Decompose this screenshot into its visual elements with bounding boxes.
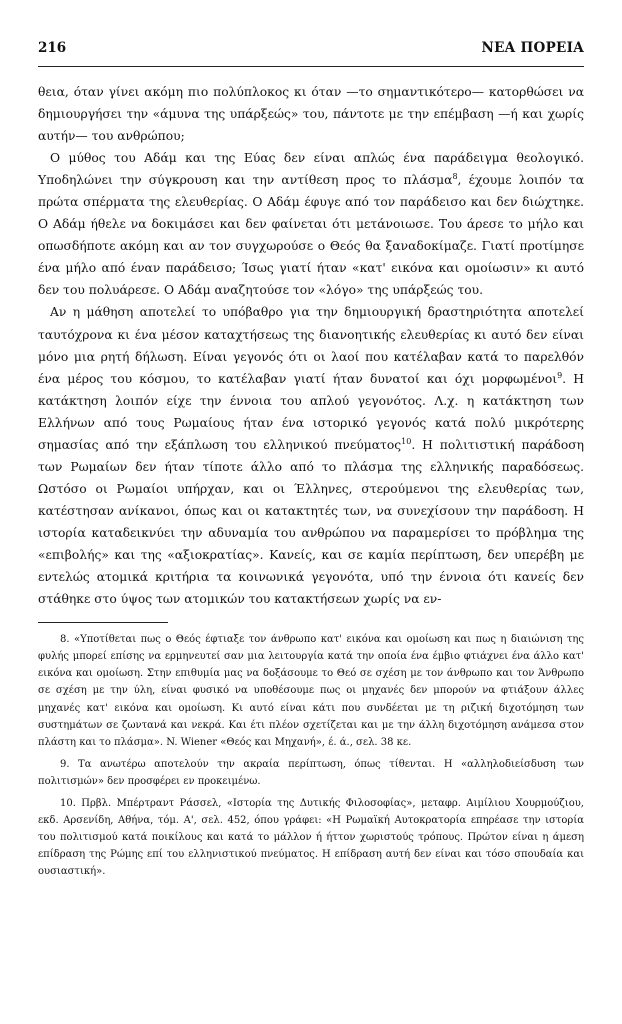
footnote: 9. Τα ανωτέρω αποτελούν την ακραία περίπτωση, όπως τίθενται. Η «αλληλοδιείσδυση των πολιτισμών» δεν προσφέρει εν προκειμένω. — [38, 758, 584, 787]
paragraph: Αν η μάθηση αποτελεί το υπόβαθρο για την δημιουργική δραστηριότητα αποτελεί ταυτόχρονα κι ένα μέσον καταχτήσεως της διανοητικής ελευθερίας κι αυτό δεν είναι μόνο μια ρητή δήλωση. Είναι γεγονός ότι οι λαοί που κατέλαβαν κατά το παρελθόν ένα μέρος του κόσμου, το κατέλαβαν γιατί ήταν δυνατοί και όχι μορφωμένοι$^9$. Η κατάκτηση λοιπόν είχε την έννοια του απλού γεγονότος. Λ.χ. η κατάκτηση των Ελλήνων από τους Ρωμαίους ήταν ένα ιστορικό γεγονός κατά πολύ μικρότερης σημασίας από την εξάπλωση του ελληνικού πνεύματος$^{10}$. Η πολιτιστική παράδοση των Ρωμαίων δεν ήταν τίποτε άλλο από το πλάσμα της ελληνικής παραδόσεως. Ωστόσο οι Ρωμαίοι υπήρχαν, και οι Έλληνες, στερούμενοι της ελευθερίας των, κατέστησαν ανίκανοι, όπως και οι κατακτητές των, να συνεχίσουν την παράδοση. Η ιστορία καταδεικνύει την αδυναμία του ανθρώπου να παραμερίσει το πρόβλημα της «επιβολής» και της «αξιοκρατίας». Κανείς, και σε καμία περίπτωση, δεν υπερέβη με εντελώς ατομικά κριτήρια τα κοινωνικά γεγονότα, υπό την έννοια ότι κανείς δεν στάθηκε στο ύψος των ατομικών του κατακτήσεων χωρίς να εν- — [38, 305, 585, 607]
footnote: 8. «Υποτίθεται πως ο Θεός έφτιαξε τον άνθρωπο κατ' εικόνα και ομοίωση και πως η διαιώνιση της φυλής μπορεί επίσης να ερμηνευτεί σαν μια λειτουργία κατά την οποία ένα έμβιο φτιάχνει ένα άλλο κατ' εικόνα και ομοίωση. Στην επιθυμία μας να δοξάσουμε το Θεό σε σχέση με τον άνθρωπο και τον Άνθρωπο σε σχέση με την ύλη, είναι φυσικό να υποθέσουμε πως οι μηχανές δεν μπορούν να φτιάξουν άλλες μηχανές κατ' εικόνα και ομοίωση. Κι αυτό είναι κάτι που συνδέεται με τη ριζική διχοτόμηση των συστημάτων σε ζωντανά και νεκρά. Και έτι πλέον σχετίζεται και με την άλλη διχοτόμηση ανάμεσα στον πλάστη και το πλάσμα». N. Wiener «Θεός και Μηχανή», έ. ά., σελ. 38 κε. — [38, 634, 584, 748]
page-number: 216 — [38, 40, 67, 56]
footnote-separator — [38, 622, 168, 623]
footnote-ref: 9 — [557, 370, 563, 380]
header-rule — [38, 66, 584, 67]
journal-title: ΝΕΑ ΠΟΡΕΙΑ — [481, 40, 584, 56]
paragraph: Ο μύθος του Αδάμ και της Εύας δεν είναι απλώς ένα παράδειγμα θεολογικό. Υποδηλώνει την σύγκρουση και την αντίθεση προς το πλάσμα$^8$, έχουμε λοιπόν τα πρώτα σπέρματα της ελευθερίας. Ο Αδάμ έφυγε από τον παράδεισο και δεν διώχτηκε. Ο Αδάμ ήθελε να δοκιμάσει και δεν φαίνεται ότι μετάνοιωσε. Του άρεσε το μήλο και οπωσδήποτε ακόμη και αν τον συγχωρούσε ο Θεός θα ξαναδοκίμαζε. Γιατί προτίμησε ένα μήλο από έναν παράδεισο; Ίσως γιατί ήταν «κατ' εικόνα και ομοίωσιν» κι αυτό δεν του πολυάρεσε. Ο Αδάμ αναζητούσε τον «λόγο» της υπάρξεώς του. — [38, 151, 584, 298]
footnote-ref: 8 — [452, 172, 458, 182]
paragraph: θεια, όταν γίνει ακόμη πιο πολύπλοκος κι όταν —το σημαντικότερο— κατορθώσει να δημιουργήσει την «άμυνα της υπάρξεώς» του, πάντοτε με την επέμβαση —ή και χωρίς αυτήν— του ανθρώπου; — [38, 85, 584, 144]
footnote: 10. Πρβλ. Μπέρτραντ Ράσσελ, «Ιστορία της Δυτικής Φιλοσοφίας», μεταφρ. Αιμίλιου Χουρμούζιου, εκδ. Αρσενίδη, Αθήνα, τόμ. Α', σελ. 452, όπου γράφει: «Η Ρωμαϊκή Αυτοκρατορία επηρέασε την ιστορία του πολιτισμού κατά ποικίλους και κατά το μάλλον ή ήττον χωριστούς τρόπους. Πρώτον είναι η άμεση επίδραση της Ρώμης επί του ελληνιστικού πνεύματος. Η επίδραση αυτή δεν είναι και τόσο σπουδαία και ουσιαστική». — [38, 797, 584, 878]
footnote-ref: 10 — [401, 436, 412, 446]
running-header — [38, 40, 584, 60]
footnotes — [38, 631, 584, 880]
main-text — [38, 81, 584, 610]
